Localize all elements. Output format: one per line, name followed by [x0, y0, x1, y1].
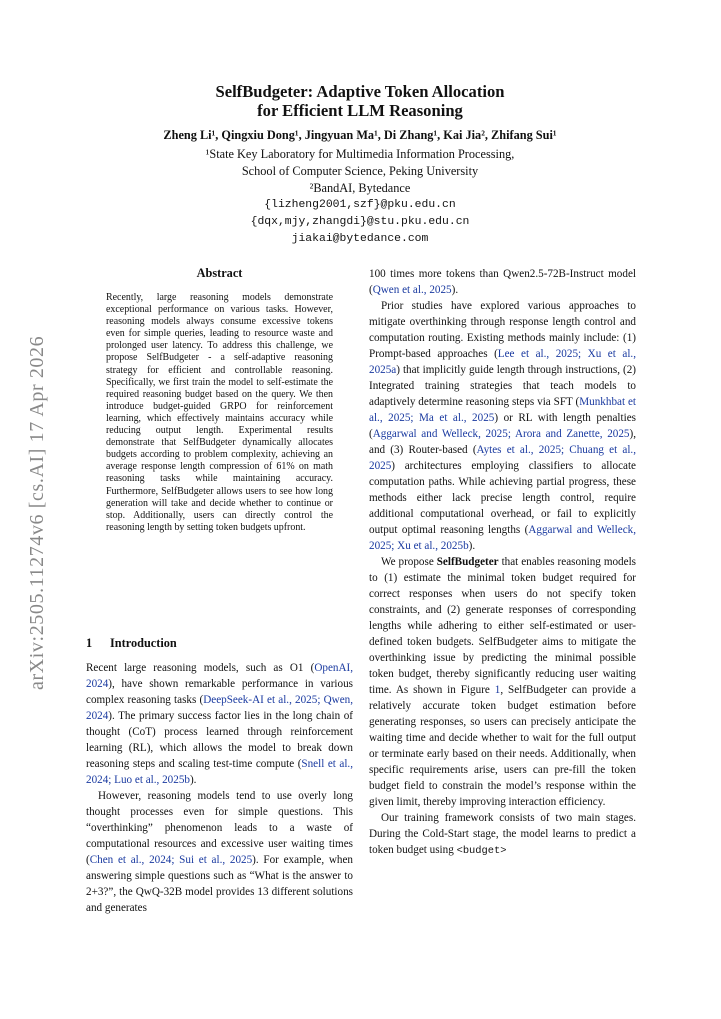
right-paragraph-2: We propose SelfBudgeter that enables reasoning models to (1) estimate the minimal token budget required for correct responses when users do not specify token constraints, and (2) generate responses of corresponding lengths while adhering to either self-estimated or user-defined token budgets. SelfBudgeter aims to mitigate the overthinking issue by predicting the minimal possible token budget, thereby significantly reducing user waiting time. As shown in Figure 1, SelfBudgeter can provide a relatively accurate token budget estimation before generating responses, so users can precisely anticipate the waiting time and decide whether to wait for the full output or terminate early based on their needs. Additionally, when specific requirements arise, users can pre-fill the token budget field to constrain the model’s response within the given limit, thereby improving interaction efficiency.: [369, 556, 636, 808]
left-column-body: [86, 660, 353, 916]
method-name: SelfBudgeter: [436, 556, 499, 568]
citation-link[interactable]: Lee et al., 2025; Xu et al., 2025a: [369, 348, 636, 376]
section-number: 1: [86, 636, 93, 650]
citation-link[interactable]: Aytes et al., 2025; Chuang et al., 2025: [369, 444, 636, 472]
citation-link[interactable]: Snell et al., 2024; Luo et al., 2025b: [86, 758, 353, 786]
right-column-body: [369, 266, 636, 859]
affiliation-2: School of Computer Science, Peking University: [241, 164, 479, 178]
author-list: Zheng Li¹, Qingxiu Dong¹, Jingyuan Ma¹, Di Zhang¹, Kai Jia², Zhifang Sui¹: [163, 128, 557, 142]
citation-link[interactable]: Munkhbat et al., 2025; Ma et al., 2025: [369, 396, 637, 424]
arxiv-identifier: arXiv:2505.11274v6 [cs.AI] 17 Apr 2026: [26, 335, 48, 690]
paper-title: [80, 82, 640, 120]
citation-link[interactable]: OpenAI, 2024: [86, 662, 353, 690]
citation-link[interactable]: Aggarwal and Welleck, 2025; Arora and Zanette, 2025: [372, 428, 630, 440]
right-paragraph-0: 100 times more tokens than Qwen2.5-72B-Instruct model (Qwen et al., 2025).: [369, 268, 636, 296]
right-paragraph-3: Our training framework consists of two main stages. During the Cold-Start stage, the model learns to predict a token budget using <budget>: [369, 812, 636, 857]
intro-paragraph-1: Recent large reasoning models, such as O1 (OpenAI, 2024), have shown remarkable performance in various complex reasoning tasks (DeepSeek-AI et al., 2025; Qwen, 2024). The primary success factor lies in the long chain of thought (CoT) process learned through reinforcement learning (RL), which allows the model to break down reasoning steps and scaling test-time compute (Snell et al., 2024; Luo et al., 2025b).: [86, 662, 353, 786]
citation-link[interactable]: Aggarwal and Welleck, 2025; Xu et al., 2025b: [369, 524, 636, 552]
email-2: {dqx,mjy,zhangdi}@stu.pku.edu.cn: [250, 216, 470, 228]
budget-tag: <budget>: [456, 845, 507, 857]
citation-link[interactable]: Chen et al., 2024; Sui et al., 2025: [89, 854, 253, 866]
email-3: jiakai@bytedance.com: [291, 233, 429, 245]
citation-link[interactable]: DeepSeek-AI et al., 2025; Qwen, 2024: [86, 694, 353, 722]
title-line-2: for Efficient LLM Reasoning: [257, 101, 463, 120]
section-heading-introduction: [86, 636, 177, 651]
abstract-body: Recently, large reasoning models demonstrate exceptional performance on various tasks. However, reasoning models always consume excessive tokens even for simple queries, leading to resource waste and prolonged user latency. To address this challenge, we propose SelfBudgeter - a self-adaptive reasoning strategy for efficient and controllable reasoning. Specifically, we first train the model to self-estimate the required reasoning budget based on the query. We then introduce budget-guided GRPO for reinforcement learning, which effectively maintains accuracy while reducing output length. Experimental results demonstrate that SelfBudgeter dynamically allocates budgets according to problem complexity, achieving an average response length compression of 61% on math reasoning tasks while maintaining accuracy. Furthermore, SelfBudgeter allows users to see how long generation will take and decide whether to continue or stop. Additionally, users can directly control the reasoning length by setting token budgets upfront.: [106, 292, 333, 533]
email-1: {lizheng2001,szf}@pku.edu.cn: [264, 199, 456, 211]
citation-link[interactable]: Qwen et al., 2025: [372, 284, 452, 296]
affiliations: [80, 146, 640, 248]
affiliation-1: ¹State Key Laboratory for Multimedia Information Processing,: [205, 147, 515, 161]
figure-link[interactable]: 1: [494, 684, 501, 696]
title-line-1: SelfBudgeter: Adaptive Token Allocation: [215, 82, 505, 101]
intro-paragraph-2: However, reasoning models tend to use overly long thought processes even for simple questions. This “overthinking” phenomenon leads to a waste of computational resources and excessive user waiting times (Chen et al., 2024; Sui et al., 2025). For example, when answering simple questions such as “What is the answer to 2+3?”, the QwQ-32B model provides 13 different solutions and generates: [86, 790, 353, 914]
section-title: Introduction: [110, 636, 177, 650]
right-paragraph-1: Prior studies have explored various approaches to mitigate overthinking through response length control and computation routing. Existing methods mainly include: (1) Prompt-based approaches (Lee et al., 2025; Xu et al., 2025a) that implicitly guide length through instructions, (2) Integrated training strategies that teach models to adaptively determine reasoning steps via SFT (Munkhbat et al., 2025; Ma et al., 2025) or RL with length penalties (Aggarwal and Welleck, 2025; Arora and Zanette, 2025), and (3) Router-based (Aytes et al., 2025; Chuang et al., 2025) architectures employing classifiers to allocate computation paths. While achieving partial progress, these methods either lack precise length control, require additional computational overhead, or fail to explicitly output optimal reasoning lengths (Aggarwal and Welleck, 2025; Xu et al., 2025b).: [369, 300, 637, 552]
arxiv-sidebar: [0, 0, 80, 1019]
abstract-heading: Abstract: [196, 266, 243, 280]
affiliation-3: ²BandAI, Bytedance: [309, 181, 411, 195]
